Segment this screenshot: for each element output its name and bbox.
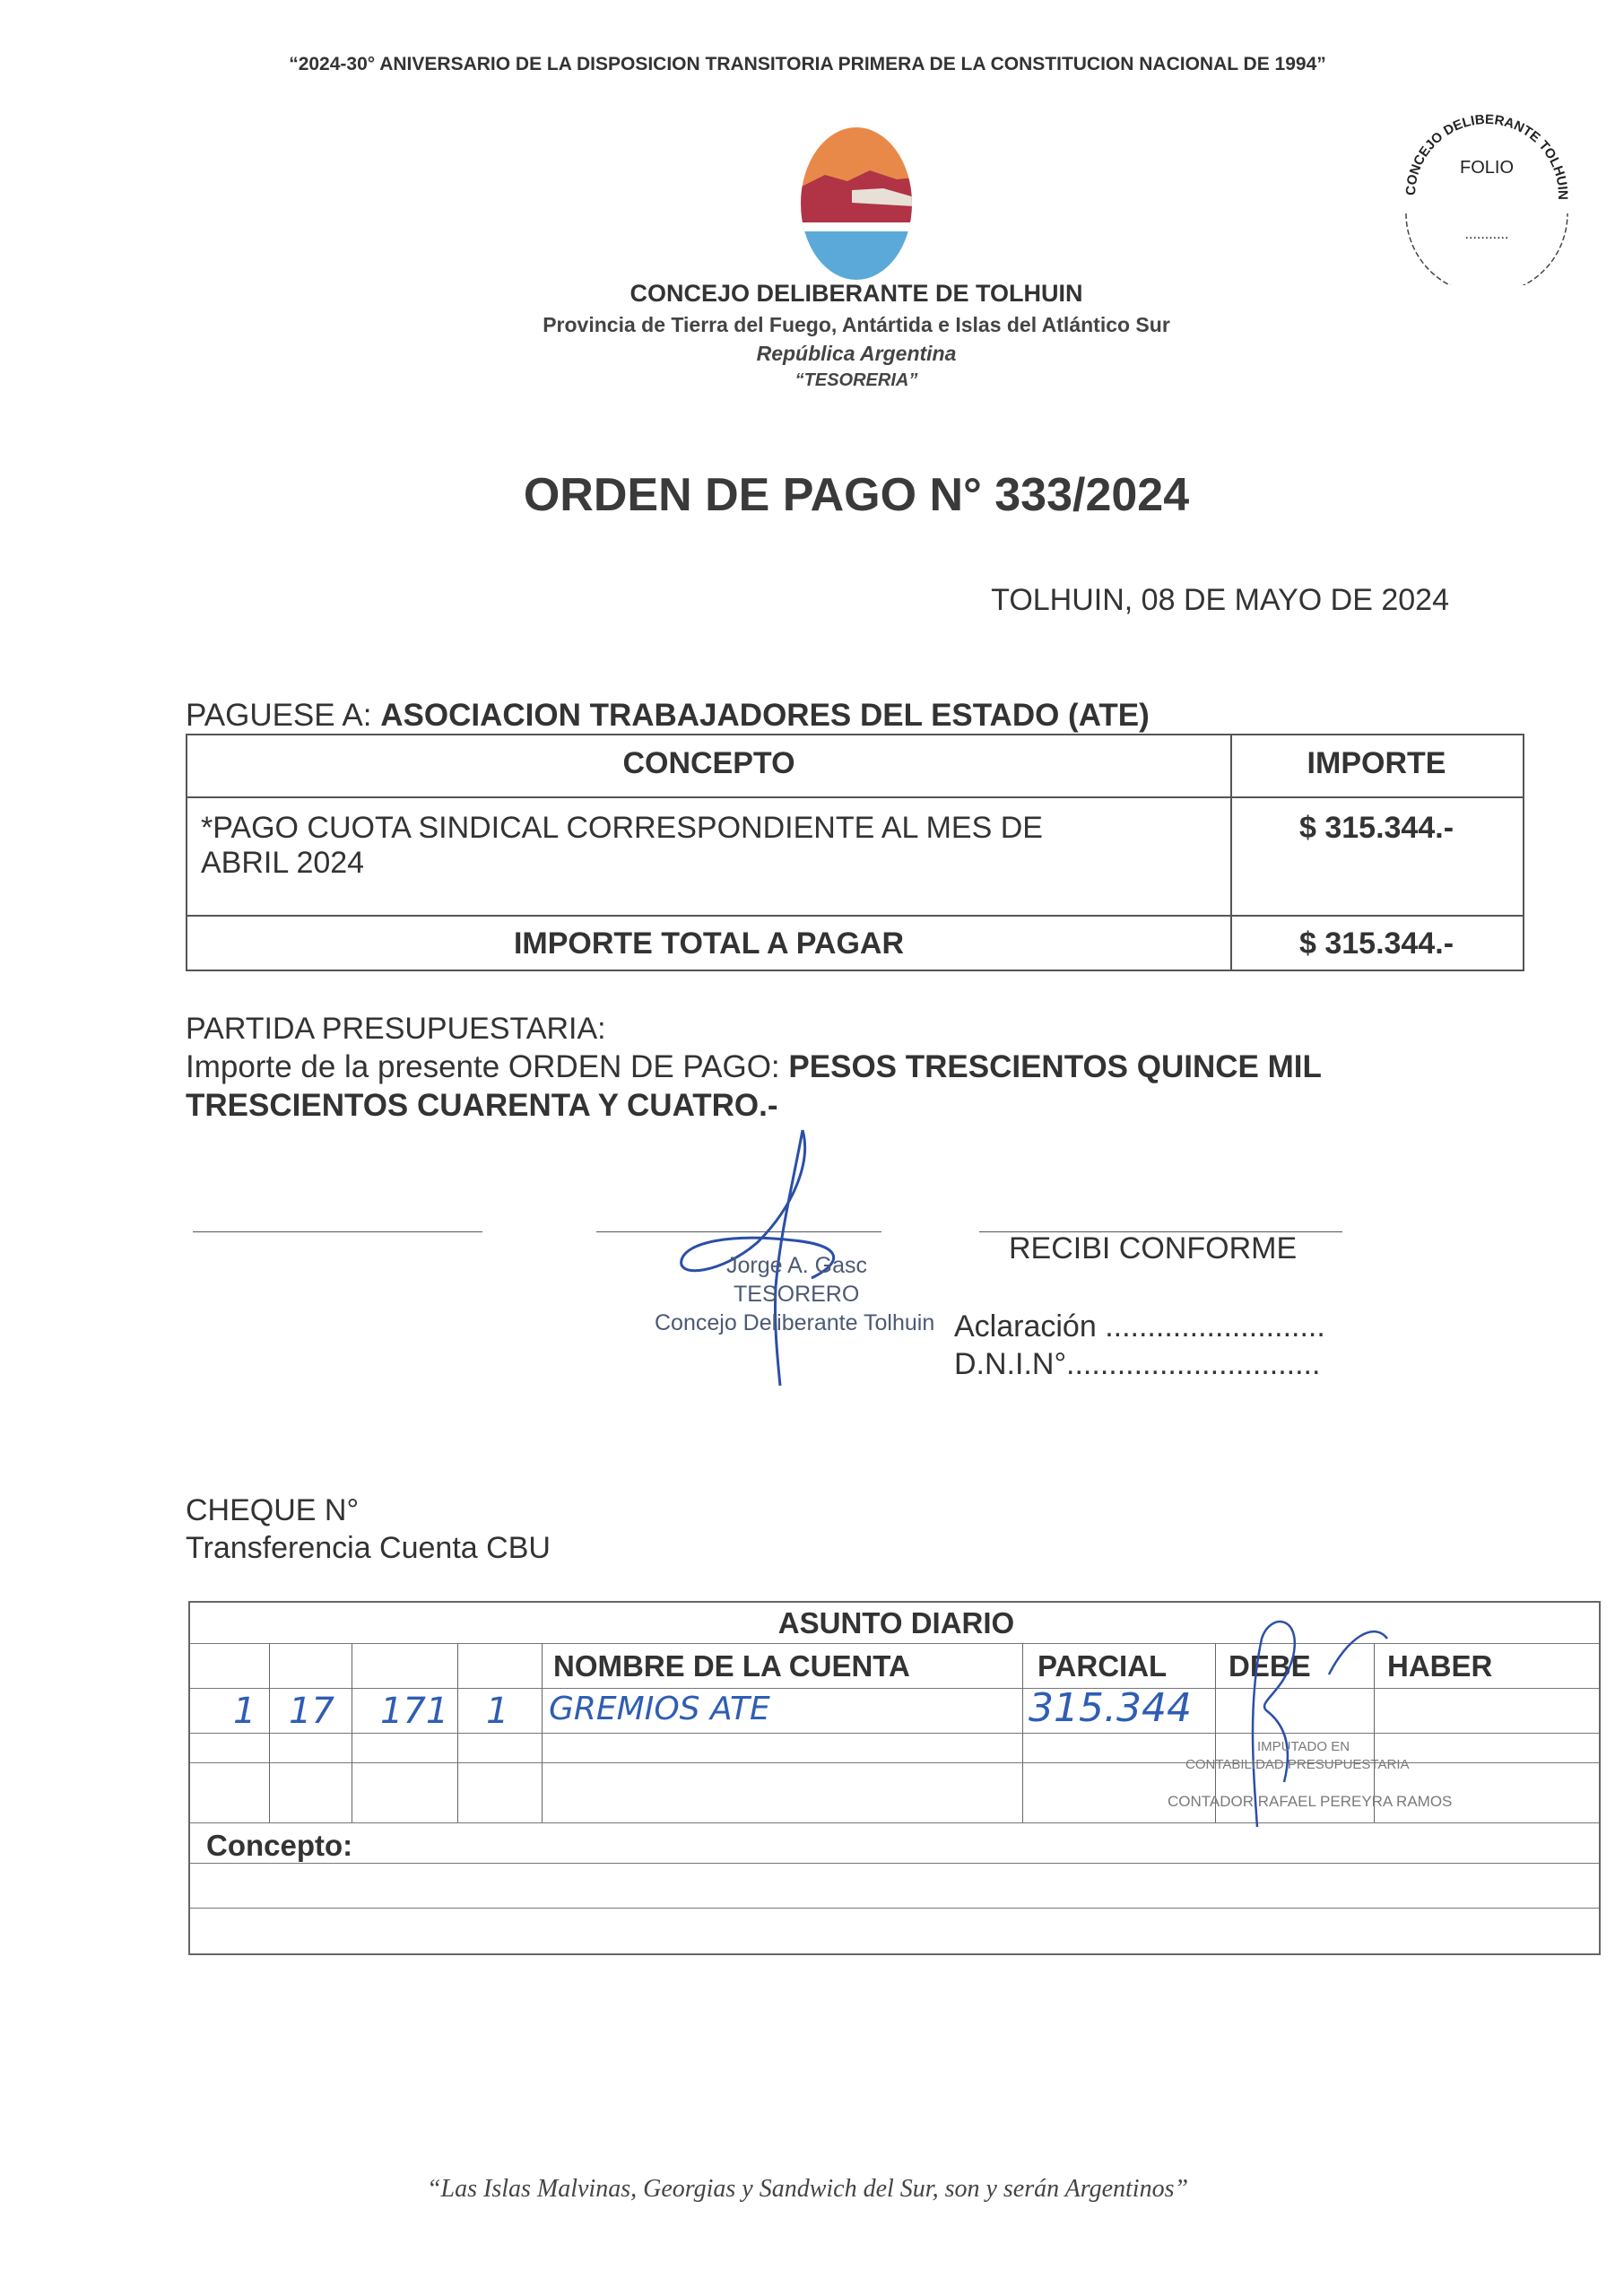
imputado-line-1: IMPUTADO EN: [1257, 1739, 1350, 1754]
order-date: TOLHUIN, 08 DE MAYO DE 2024: [991, 583, 1449, 617]
hand-account-name: GREMIOS ATE: [549, 1691, 770, 1727]
folio-label: FOLIO: [1459, 158, 1515, 178]
footer-quote: “Las Islas Malvinas, Georgias y Sandwich del Sur, son y serán Argentinos”: [426, 2175, 1189, 2203]
diario-col-nombre: NOMBRE DE LA CUENTA: [553, 1649, 910, 1683]
concepto-line-1: *PAGO CUOTA SINDICAL CORRESPONDIENTE AL MES DE: [201, 811, 1043, 845]
pay-to-name: ASOCIACION TRABAJADORES DEL ESTADO (ATE): [380, 698, 1150, 733]
department-line: “TESORERIA”: [794, 370, 918, 390]
treasurer-name: Jorge A. Gasc: [726, 1253, 868, 1278]
dni-field: D.N.I.N°..............................: [954, 1347, 1321, 1381]
diario-col-debe: DEBE: [1229, 1649, 1311, 1683]
transfer-label: Transferencia Cuenta CBU: [186, 1531, 551, 1565]
aclaracion-field: Aclaración ..........................: [954, 1309, 1325, 1344]
anniversary-banner: “2024-30° ANIVERSARIO DE LA DISPOSICION TRANSITORIA PRIMERA DE LA CONSTITUCION NACIONAL DE 1994”: [289, 54, 1326, 74]
concepto-line-2: ABRIL 2024: [201, 846, 365, 880]
importe-label: Importe de la presente ORDEN DE PAGO:: [186, 1049, 780, 1084]
province-line: Provincia de Tierra del Fuego, Antártida e Islas del Atlántico Sur: [543, 313, 1170, 336]
concepto-header: CONCEPTO: [622, 746, 795, 780]
hand-code-3: 171: [380, 1691, 449, 1732]
hand-code-2: 17: [289, 1691, 334, 1732]
diario-concepto-label: Concepto:: [206, 1829, 353, 1862]
asunto-diario-table: [188, 1601, 1601, 1955]
svg-text:CONCEJO DELIBERANTE TOLHUIN: [1403, 112, 1570, 200]
treasurer-role: TESORERO: [734, 1282, 860, 1307]
hand-code-1: 1: [233, 1691, 256, 1732]
folio-stamp: [1388, 97, 1585, 285]
organization-name: CONCEJO DELIBERANTE DE TOLHUIN: [630, 280, 1083, 307]
importe-header: IMPORTE: [1307, 746, 1446, 780]
hand-code-4: 1: [486, 1691, 509, 1732]
partida-label: PARTIDA PRESUPUESTARIA:: [186, 1012, 606, 1046]
cheque-label: CHEQUE N°: [186, 1493, 360, 1527]
pay-to-line: [186, 698, 1150, 734]
concejo-logo: [798, 126, 915, 283]
hand-parcial: 315.344: [1029, 1685, 1192, 1731]
pay-to-label: PAGUESE A:: [186, 698, 372, 733]
importe-words-line: [186, 1048, 1441, 1125]
diario-col-parcial: PARCIAL: [1038, 1649, 1168, 1683]
country-line: República Argentina: [756, 342, 957, 365]
folio-dots: ...........: [1464, 227, 1509, 242]
importe-words: PESOS TRESCIENTOS QUINCE MIL TRESCIENTOS CUARENTA Y CUATRO.-: [186, 1049, 1322, 1123]
diario-title: ASUNTO DIARIO: [777, 1606, 1015, 1639]
total-label: IMPORTE TOTAL A PAGAR: [513, 926, 905, 961]
order-title: ORDEN DE PAGO N° 333/2024: [523, 469, 1190, 521]
payment-table: [186, 734, 1524, 971]
total-value: $ 315.344.-: [1298, 926, 1454, 961]
signature-line-1: [193, 1231, 482, 1232]
folio-ring-text: CONCEJO DELIBERANTE TOLHUIN: [1402, 111, 1571, 200]
row-importe: $ 315.344.-: [1298, 811, 1454, 845]
treasurer-stamp: [646, 1242, 942, 1350]
imputado-line-2: CONTABILIDAD PRESUPUESTARIA: [1185, 1757, 1410, 1772]
diario-col-haber: HABER: [1387, 1649, 1493, 1683]
recibi-conforme: RECIBI CONFORME: [1009, 1231, 1298, 1265]
imputado-line-3: CONTADOR RAFAEL PEREYRA RAMOS: [1168, 1793, 1453, 1810]
treasurer-org: Concejo Deliberante Tolhuin: [655, 1310, 935, 1335]
